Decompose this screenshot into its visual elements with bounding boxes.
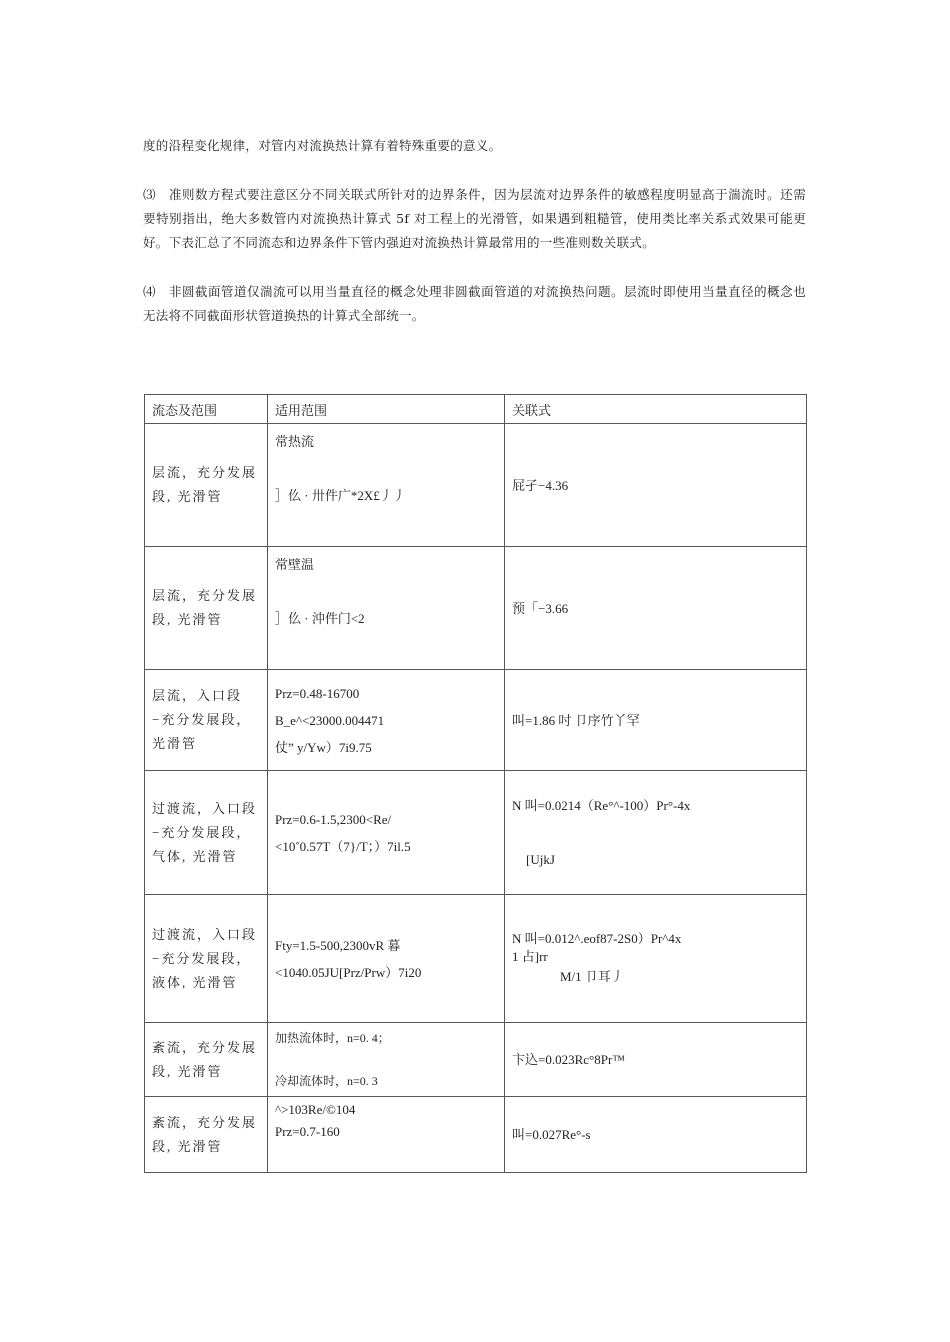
paragraph-4: ⑷ 非圆截面管道仅湍流可以用当量直径的概念处理非圆截面管道的对流换热问题。层流时即使用当量直径的概念也无法将不同截面形状管道换热的计算式全部统一。	[143, 284, 806, 323]
regime-cell: 紊流，充分发展段, 光滑管	[145, 1023, 268, 1097]
formula-line: 叫=1.86 吋 卩序竹丫罕	[512, 712, 640, 728]
range-line: <1040.05JU[Prz/Prw）7i20	[275, 964, 422, 980]
range-line: Prz=0.48-16700	[275, 685, 360, 701]
range-cell	[268, 1097, 505, 1173]
table-row	[145, 547, 807, 670]
table-row	[145, 1023, 807, 1097]
formula-cell	[505, 771, 807, 895]
range-cell	[268, 424, 505, 547]
range-cell	[268, 771, 505, 895]
regime-cell: 过渡流，入口段−充分发展段，液体, 光滑管	[145, 895, 268, 1023]
table-row	[145, 670, 807, 771]
range-line: ］仫 · 卅件广*2X£丿丿	[275, 488, 406, 503]
formula-line: 预「−3.66	[512, 600, 569, 616]
formula-cell	[505, 895, 807, 1023]
range-line: Prz=0.6-1.5,2300<Re/	[275, 811, 392, 827]
formula-line	[512, 819, 799, 846]
paragraph-3: ⑶ 准则数方程式要注意区分不同关联式所针对的边界条件，因为层流对边界条件的敏感程度明显高于湍流时。还需要特别指出，绝大多数管内对流换热计算式 5f 对工程上的光滑管，如果遇到粗糙管，使用类比率关系式效果可能更好。下表汇总了不同流态和边界条件下管内强迫对流换热计算最常用的一些准则数关联式。	[143, 187, 806, 250]
table-header-row	[145, 395, 807, 424]
table-row	[145, 424, 807, 547]
paragraph-1: 度的沿程变化规律，对管内对流换热计算有着特殊重要的意义。	[143, 138, 502, 153]
regime-cell: 层流，充分发展段, 光滑管	[145, 547, 268, 670]
regime-cell: 层流，入口段−充分发展段，光滑管	[145, 670, 268, 771]
formula-line: M/1 卩耳丿	[560, 968, 624, 984]
range-line	[275, 1052, 497, 1068]
header-formula: 关联式	[505, 395, 807, 424]
formula-line: 叫=0.027Re°-s	[512, 1127, 591, 1142]
formula-line: [UjkJ	[526, 852, 555, 867]
header-regime: 流态及范围	[145, 395, 268, 424]
range-line: B_e^<23000.004471	[275, 712, 385, 728]
correlation-table	[144, 394, 807, 1173]
range-line: 常热流	[275, 434, 315, 449]
header-range: 适用范围	[268, 395, 505, 424]
range-cell	[268, 670, 505, 771]
formula-cell	[505, 547, 807, 670]
range-line: ^>103Re/©104	[275, 1102, 356, 1117]
formula-line: N 叫=0.012^.eof87-2S0）Pr^4x	[512, 930, 682, 946]
range-line	[275, 455, 497, 482]
regime-cell: 过渡流，入口段−充分发展段，气体, 光滑管	[145, 771, 268, 895]
range-cell	[268, 547, 505, 670]
range-line: 仗” y/Yw）7i9.75	[275, 739, 372, 755]
range-line: 常壁温	[275, 557, 315, 572]
range-line: Fty=1.5-500,2300vR 暮	[275, 937, 401, 953]
formula-line: 1 占]rr	[512, 948, 548, 964]
range-line: Prz=0.7-160	[275, 1124, 340, 1139]
table-row	[145, 1097, 807, 1173]
range-line: 加热流体时，n=0. 4；	[275, 1030, 390, 1045]
regime-cell: 紊流，充分发展段, 光滑管	[145, 1097, 268, 1173]
formula-cell	[505, 670, 807, 771]
formula-cell	[505, 424, 807, 547]
range-line	[275, 578, 497, 605]
range-cell	[268, 895, 505, 1023]
formula-cell	[505, 1097, 807, 1173]
range-line: <10˚0.57T（7}/T；）7il.5	[275, 838, 411, 854]
range-line: ］仫 · 沖件门<2	[275, 611, 365, 626]
table-row	[145, 771, 807, 895]
formula-line: 屁孑−4.36	[512, 477, 569, 493]
range-line: 冷却流体时，n=0. 3	[275, 1073, 378, 1088]
range-cell	[268, 1023, 505, 1097]
formula-line: N 叫=0.0214（Re°^-100）Pr°-4x	[512, 798, 691, 813]
formula-cell	[505, 1023, 807, 1097]
regime-cell: 层流，充分发展段, 光滑管	[145, 424, 268, 547]
table-row	[145, 895, 807, 1023]
formula-line: 卞込=0.023Rc°8Pr™	[512, 1052, 626, 1067]
